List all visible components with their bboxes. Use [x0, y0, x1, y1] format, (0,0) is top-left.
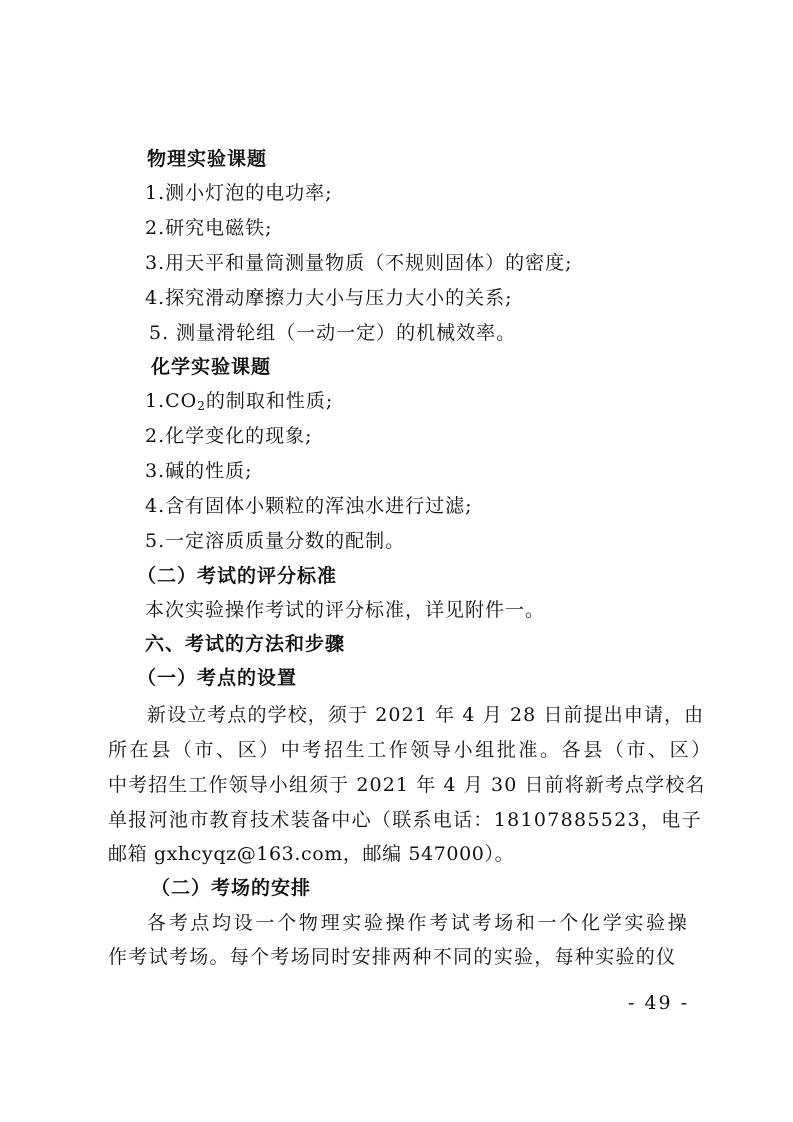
chemistry-item-2: 2.化学变化的现象; [145, 425, 313, 447]
site-setup-line-4: 单报河池市教育技术装备中心（联系电话：18107885523，电子 [108, 809, 702, 831]
chemistry-item-3: 3.碱的性质; [145, 460, 253, 482]
scoring-text: 本次实验操作考试的评分标准，详见附件一。 [145, 599, 546, 621]
page-number: - 49 - [628, 992, 690, 1014]
physics-heading: 物理实验课题 [147, 148, 268, 170]
chemistry-item-1-subscript: 2 [197, 399, 206, 413]
physics-item-4: 4.探究滑动摩擦力大小与压力大小的关系; [145, 287, 513, 309]
site-setup-line-2: 所在县（市、区）中考招生工作领导小组批准。各县（市、区） [108, 739, 713, 761]
chemistry-heading: 化学实验课题 [151, 356, 272, 378]
chemistry-item-4: 4.含有固体小颗粒的浑浊水进行过滤; [145, 495, 473, 517]
site-setup-heading: （一）考点的设置 [137, 667, 298, 689]
chemistry-item-1 [145, 389, 333, 418]
chemistry-item-5: 5.一定溶质质量分数的配制。 [145, 530, 406, 552]
chemistry-item-1-suffix: 的制取和性质; [205, 390, 334, 412]
chemistry-item-1-prefix: 1.CO [145, 390, 198, 412]
site-setup-line-5: 邮箱 gxhcyqz@163.com，邮编 547000）。 [108, 843, 515, 865]
site-setup-line-3: 中考招生工作领导小组须于 2021 年 4 月 30 日前将新考点学校名 [108, 774, 706, 796]
physics-item-3: 3.用天平和量筒测量物质（不规则固体）的密度; [145, 252, 573, 274]
arrangement-line-2: 作考试考场。每个考场同时安排两种不同的实验，每种实验的仪 [108, 946, 677, 968]
physics-item-2: 2.研究电磁铁; [145, 217, 273, 239]
physics-item-5: 5. 测量滑轮组（一动一定）的机械效率。 [149, 322, 517, 344]
arrangement-heading: （二）考场的安排 [151, 877, 312, 899]
site-setup-line-1: 新设立考点的学校，须于 2021 年 4 月 28 日前提出申请，由 [147, 704, 705, 726]
arrangement-line-1: 各考点均设一个物理实验操作考试考场和一个化学实验操 [147, 912, 690, 934]
scoring-heading: （二）考试的评分标准 [137, 565, 338, 587]
method-heading: 六、考试的方法和步骤 [145, 633, 346, 655]
physics-item-1: 1.测小灯泡的电功率; [145, 182, 333, 204]
